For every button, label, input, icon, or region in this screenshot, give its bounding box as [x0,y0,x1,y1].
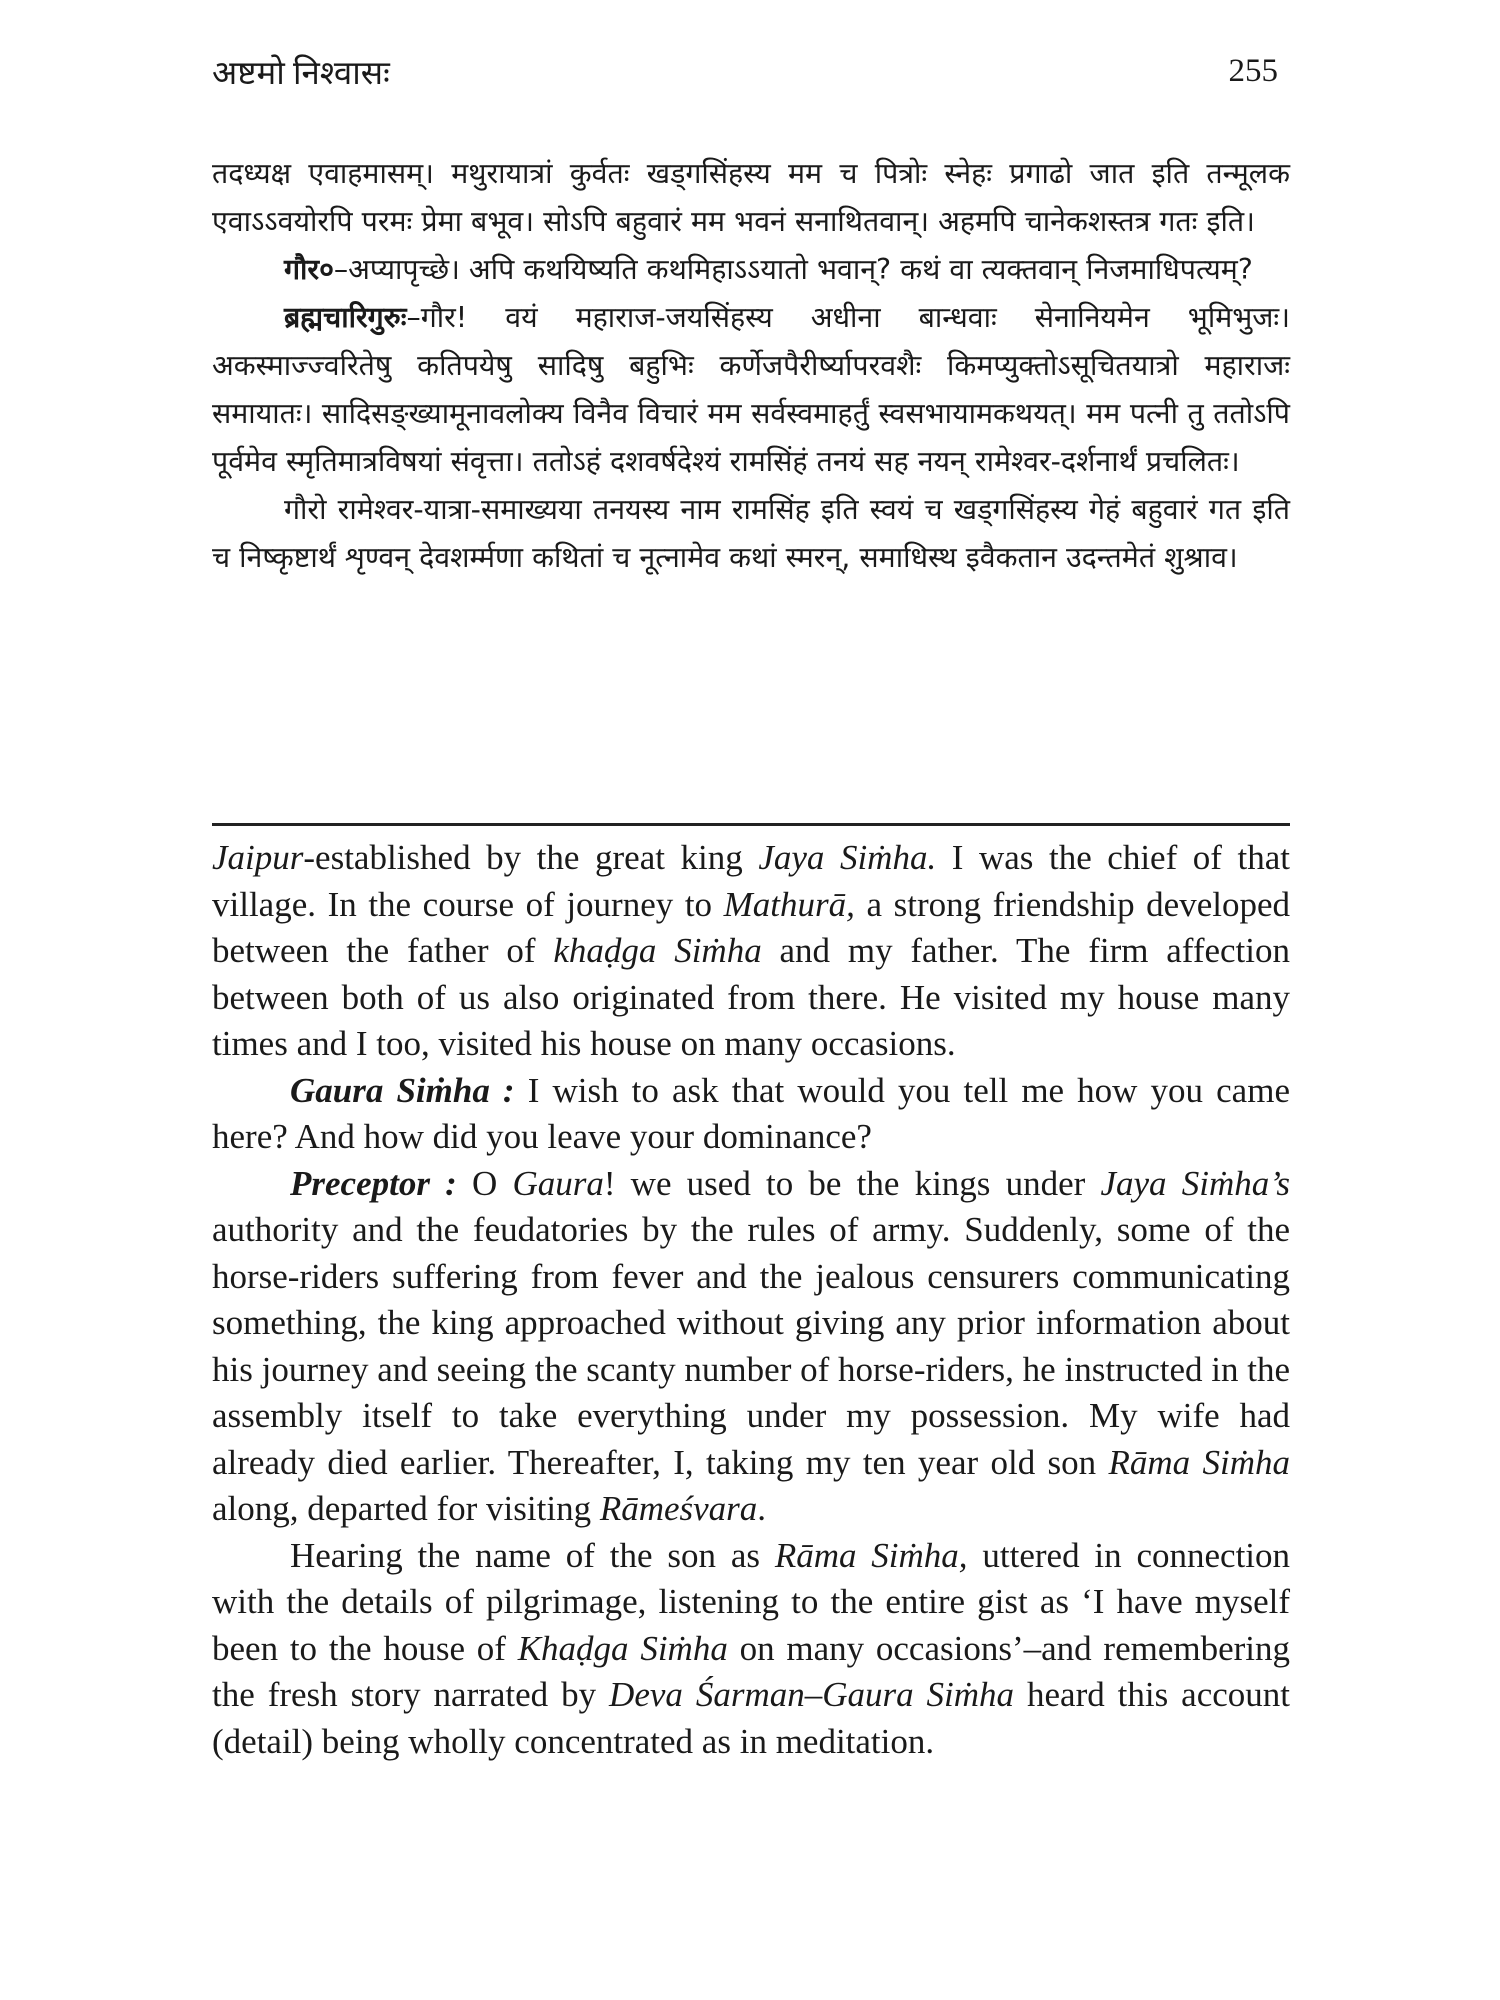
english-paragraph-3 [212,1161,1290,1533]
sanskrit-speaker-guru: ब्रह्मचारिगुरुः [284,301,407,334]
term-rama-simha: Rāma Siṁha [1108,1442,1290,1482]
term-rama-simha-2: Rāma Siṁha, [774,1535,968,1575]
text-run: uttered in connection with the details of pilgrimage, listening to the entire gist as ‘I have myself been to the house of [212,1535,1291,1668]
sanskrit-paragraph-1: तदध्यक्ष एवाहमासम्। मथुरायात्रां कुर्वतः खड्गसिंहस्य मम च पित्रोः स्नेहः प्रगाढो जात इति तन्मूलक एवाऽऽवयोरपि परमः प्रेमा बभूव। सोऽपि बहुवारं मम भवनं सनाथितवान्। अहमपि चानेकशस्तत्र गतः इति। [212,157,1290,238]
english-translation-block [212,835,1290,1765]
chapter-title: अष्टमो निश्वासः [212,55,390,92]
sanskrit-paragraph-4: गौरो रामेश्वर-यात्रा-समाख्यया तनयस्य नाम रामसिंह इति स्वयं च खड्गसिंहस्य गेहं बहुवारं गत इति च निष्कृष्टार्थं शृण्वन् देवशर्म्मणा कथितां च नूत्नामेव कथां स्मरन्, समाधिस्थ इवैकतान उदन्तमेतं शुश्राव। [212,493,1290,574]
page-number: 255 [1228,52,1278,89]
text-run: I wish to ask that would you tell me how you came here? And how did you leave your dominance? [212,1070,1290,1156]
text-run: I was the chief of that village. In the course of journey to [212,838,1291,924]
text-run: a strong friendship developed between the father of [212,884,1291,970]
term-gaura: Gaura [512,1163,604,1203]
term-khadga-simha-2: Khaḍga Siṁha [517,1628,728,1668]
english-paragraph-4 [212,1533,1290,1766]
term-ramesvara: Rāmeśvara [599,1489,758,1528]
text-run: and my father. The firm affection between both of us also originated from there. He visited my house many times and I too, visited his house on many occasions. [212,931,1290,1063]
term-mathura: Mathurā, [723,884,855,924]
text-run: O [456,1163,513,1203]
sanskrit-paragraph-2 [212,246,1290,294]
text-run: -established by the great king [303,838,759,877]
term-khadga-simha: khaḍga Siṁha [553,931,762,970]
english-paragraph-2 [212,1068,1290,1161]
text-run: Hearing the name of the son as [290,1535,775,1575]
running-head [212,46,1278,96]
text-run: along, departed for visiting [212,1489,600,1528]
sanskrit-speech-guru: –गौर! वयं महाराज-जयसिंहस्य अधीना बान्धवाः सेनानियमेन भूमिभुजः। अकस्माज्ज्वरितेषु कतिपयेषु सादिषु बहुभिः कर्णेजपैरीर्ष्यापरवशैः किमप्युक्तोऽसूचितयात्रो महाराजः समायातः। सादिसङ्ख्यामूनावलोक्य विनैव विचारं मम सर्वस्वमाहर्तुं स्वसभायामकथयत्। मम पत्नी तु ततोऽपि पूर्वमेव स्मृतिमात्रविषयां संवृत्ता। ततोऽहं दशवर्षदेश्यं रामसिंहं तनयं सह नयन् रामेश्वर-दर्शनार्थं प्रचलितः। [212,301,1290,478]
sanskrit-text-block [212,150,1290,582]
sanskrit-speech-gaura: –अप्यापृच्छे। अपि कथयिष्यति कथमिहाऽऽयातो भवान्? कथं वा त्यक्तवान् निजमाधिपत्यम्? [333,253,1253,286]
text-run: authority and the feudatories by the rules of army. Suddenly, some of the horse-riders suffering from fever and the jealous censurers communicating something, the king approached without giving any prior information about his journey and seeing the scanty number of horse-riders, he instructed in the assembly itself to take everything under my possession. My wife had already died earlier. Thereafter, I, taking my ten year old son [212,1210,1290,1482]
sanskrit-speaker-gaura: गौर० [284,253,334,286]
term-jaya-simha: Jaya Siṁha. [758,838,937,877]
text-run: heard this account (detail) being wholly concentrated as in meditation. [212,1675,1290,1761]
text-run: . [757,1489,767,1528]
term-jaipur: Jaipur [212,838,304,877]
english-paragraph-1 [212,835,1290,1068]
term-deva-sarman-gaura-simha: Deva Śarman–Gaura Siṁha [609,1675,1015,1714]
speaker-preceptor: Preceptor : [290,1163,457,1203]
text-run: on many occasions’–and remembering the fresh story narrated by [212,1628,1290,1714]
speaker-gaura-simha: Gaura Siṁha : [290,1070,515,1110]
sanskrit-paragraph-3 [212,294,1290,486]
section-divider [212,823,1290,826]
text-run: ! we used to be the kings under [603,1163,1101,1203]
term-jaya-simhas: Jaya Siṁha’s [1100,1163,1290,1203]
